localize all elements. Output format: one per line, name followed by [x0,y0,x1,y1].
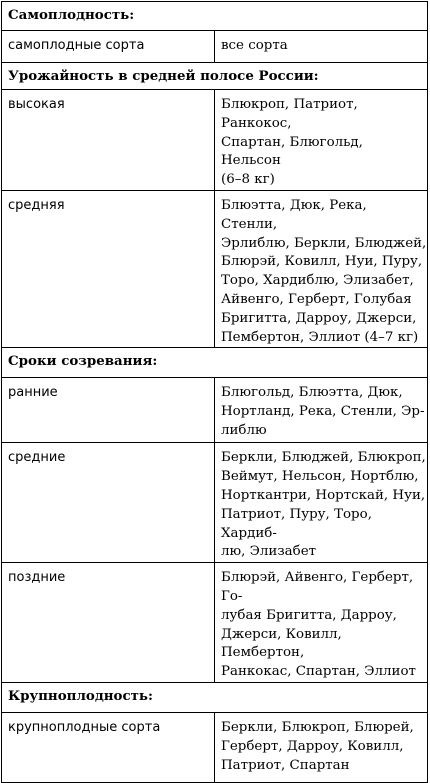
row-label: средняя [2,190,215,347]
row-value: Беркли, Блюджей, Блюкроп, Веймут, Нельсон, Нортблю, Норткантри, Нортскай, Нуи, Патриот, Пуру, Торо, Хардиб- лю, Элизабет [215,443,428,563]
row-label: крупноплодные сорта [2,712,215,782]
blueberry-varieties-table [1,1,428,783]
row-value: Блюрэй, Айвенго, Герберт, Го- лубая Бригитта, Дарроу, Джерси, Ковилл, Пембертон, Ранкокас, Спартан, Эллиот [215,563,428,683]
row-value: Блюэтта, Дюк, Река, Стенли, Эрлиблю, Беркли, Блюджей, Блюрэй, Ковилл, Нуи, Пуру, Торо, Хардиблю, Элизабет, Айвенго, Герберт, Голубая Бригитта, Дарроу, Джерси, Пембертон, Эллиот (4–7 кг) [215,190,428,347]
section-header-self-fertility [2,2,428,31]
section-title: Урожайность в средней полосе России: [2,63,428,90]
row-value: Блюгольд, Блюэтта, Дюк, Нортланд, Река, Стенли, Эр- либлю [215,378,428,443]
row-label: ранние [2,378,215,443]
table-row [2,712,428,782]
section-title: Крупноплодность: [2,682,428,712]
table-row [2,443,428,563]
row-value: все сорта [215,31,428,63]
row-value: Беркли, Блюкроп, Блюрей, Герберт, Дарроу, Ковилл, Патриот, Спартан [215,712,428,782]
row-label: поздние [2,563,215,683]
section-header-yield [2,63,428,90]
table-row [2,563,428,683]
section-title: Сроки созревания: [2,348,428,378]
row-label: самоплодные сорта [2,31,215,63]
row-value: Блюкроп, Патриот, Ранкокос, Спартан, Блюгольд, Нельсон (6–8 кг) [215,90,428,191]
row-label: средние [2,443,215,563]
section-header-ripening [2,348,428,378]
table-row [2,190,428,347]
table-row [2,90,428,191]
row-label: высокая [2,90,215,191]
table-row [2,378,428,443]
section-title: Самоплодность: [2,2,428,31]
table-row [2,31,428,63]
section-header-large-fruit [2,682,428,712]
